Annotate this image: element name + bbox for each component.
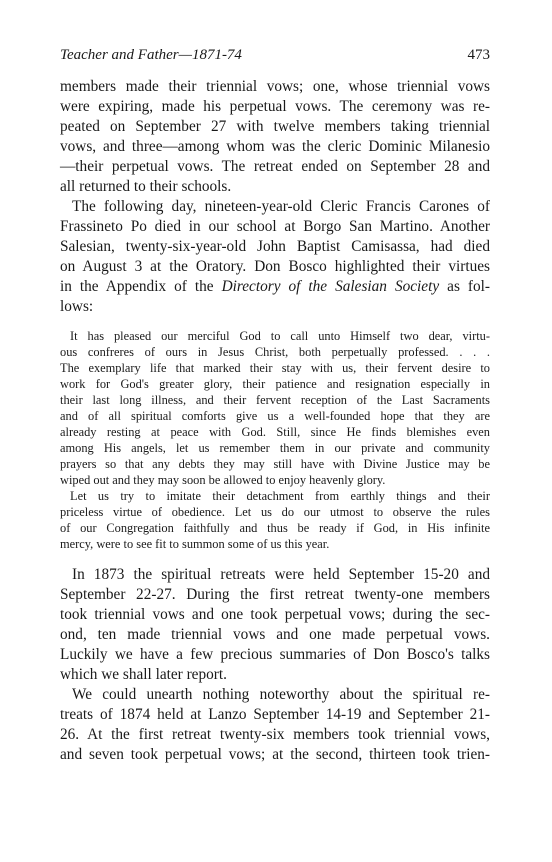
book-title: Directory of the Salesian Society xyxy=(221,278,440,295)
text-line: 26. At the first retreat twenty-six members took triennial vows, xyxy=(60,726,490,743)
quote-line: of our Congregation faithfully and thus be ready if God, in His infinite xyxy=(60,521,490,535)
quote-line: priceless virtue of obedience. Let us do our utmost to observe the rules xyxy=(60,505,490,519)
quote-line: Let us try to imitate their detachment from earthly things and their xyxy=(70,489,490,503)
text-line: members made their triennial vows; one, whose triennial vows xyxy=(60,78,490,95)
text-line: on August 3 at the Oratory. Don Bosco highlighted their virtues xyxy=(60,258,490,275)
text-line: were expiring, made his perpetual vows. The ceremony was re- xyxy=(60,98,490,115)
text-line: treats of 1874 held at Lanzo September 14-19 and September 21- xyxy=(60,706,490,723)
text-line: We could unearth nothing noteworthy about the spiritual re- xyxy=(72,686,490,703)
text-line: vows, and three—among whom was the cleric Dominic Milanesio xyxy=(60,138,490,155)
text-line: all returned to their schools. xyxy=(60,178,232,195)
quote-line: prayers so that any debts they may still have with Divine Justice may be xyxy=(60,457,490,471)
text-segment: as fol- xyxy=(439,278,490,295)
quote-line: ous confreres of ours in Jesus Christ, both perpetually professed. . . . xyxy=(60,345,490,359)
text-line: Luckily we have a few precious summaries of Don Bosco's talks xyxy=(60,646,490,663)
text-line: ond, ten made triennial vows and one made perpetual vows. xyxy=(60,626,490,643)
quote-line: and of all spiritual comforts give us a well-founded hope that they are xyxy=(60,409,490,423)
text-line: peated on September 27 with twelve members taking triennial xyxy=(60,118,490,135)
text-line: and seven took perpetual vows; at the second, thirteen took trien- xyxy=(60,746,490,763)
text-line: Frassineto Po died in our school at Borgo San Martino. Another xyxy=(60,218,490,235)
text-line: The following day, nineteen-year-old Cleric Francis Carones of xyxy=(72,198,490,215)
page-header xyxy=(60,47,490,67)
quote-line: mercy, were to see fit to summon some of us this year. xyxy=(60,537,330,551)
quote-line: work for God's greater glory, their patience and resignation especially in xyxy=(60,377,490,391)
text-line xyxy=(60,277,490,297)
quote-line: wiped out and they may soon be allowed to enjoy heavenly glory. xyxy=(60,473,386,487)
page-number: 473 xyxy=(467,47,490,63)
quote-line: The exemplary life that marked their stay with us, their fervent desire to xyxy=(60,361,490,375)
quote-line: already resting at peace with God. Still, since He finds blemishes even xyxy=(60,425,490,439)
quote-line: It has pleased our merciful God to call unto Himself two dear, virtu- xyxy=(70,329,490,343)
text-line: lows: xyxy=(60,298,94,315)
text-line: September 22-27. During the first retreat twenty-one members xyxy=(60,586,490,603)
text-line: Salesian, twenty-six-year-old John Baptist Camisassa, had died xyxy=(60,238,490,255)
text-line: In 1873 the spiritual retreats were held September 15-20 and xyxy=(72,566,490,583)
quote-line: their last long illness, and their fervent reception of the Last Sacraments xyxy=(60,393,490,407)
text-line: which we shall later report. xyxy=(60,666,227,683)
running-title: Teacher and Father—1871-74 xyxy=(60,47,242,63)
text-line: took triennial vows and one took perpetual vows; during the sec- xyxy=(60,606,490,623)
text-segment: in the Appendix of the xyxy=(60,278,222,295)
text-line: —their perpetual vows. The retreat ended on September 28 and xyxy=(60,158,490,175)
quote-line: among His angels, let us remember them in our private and community xyxy=(60,441,490,455)
